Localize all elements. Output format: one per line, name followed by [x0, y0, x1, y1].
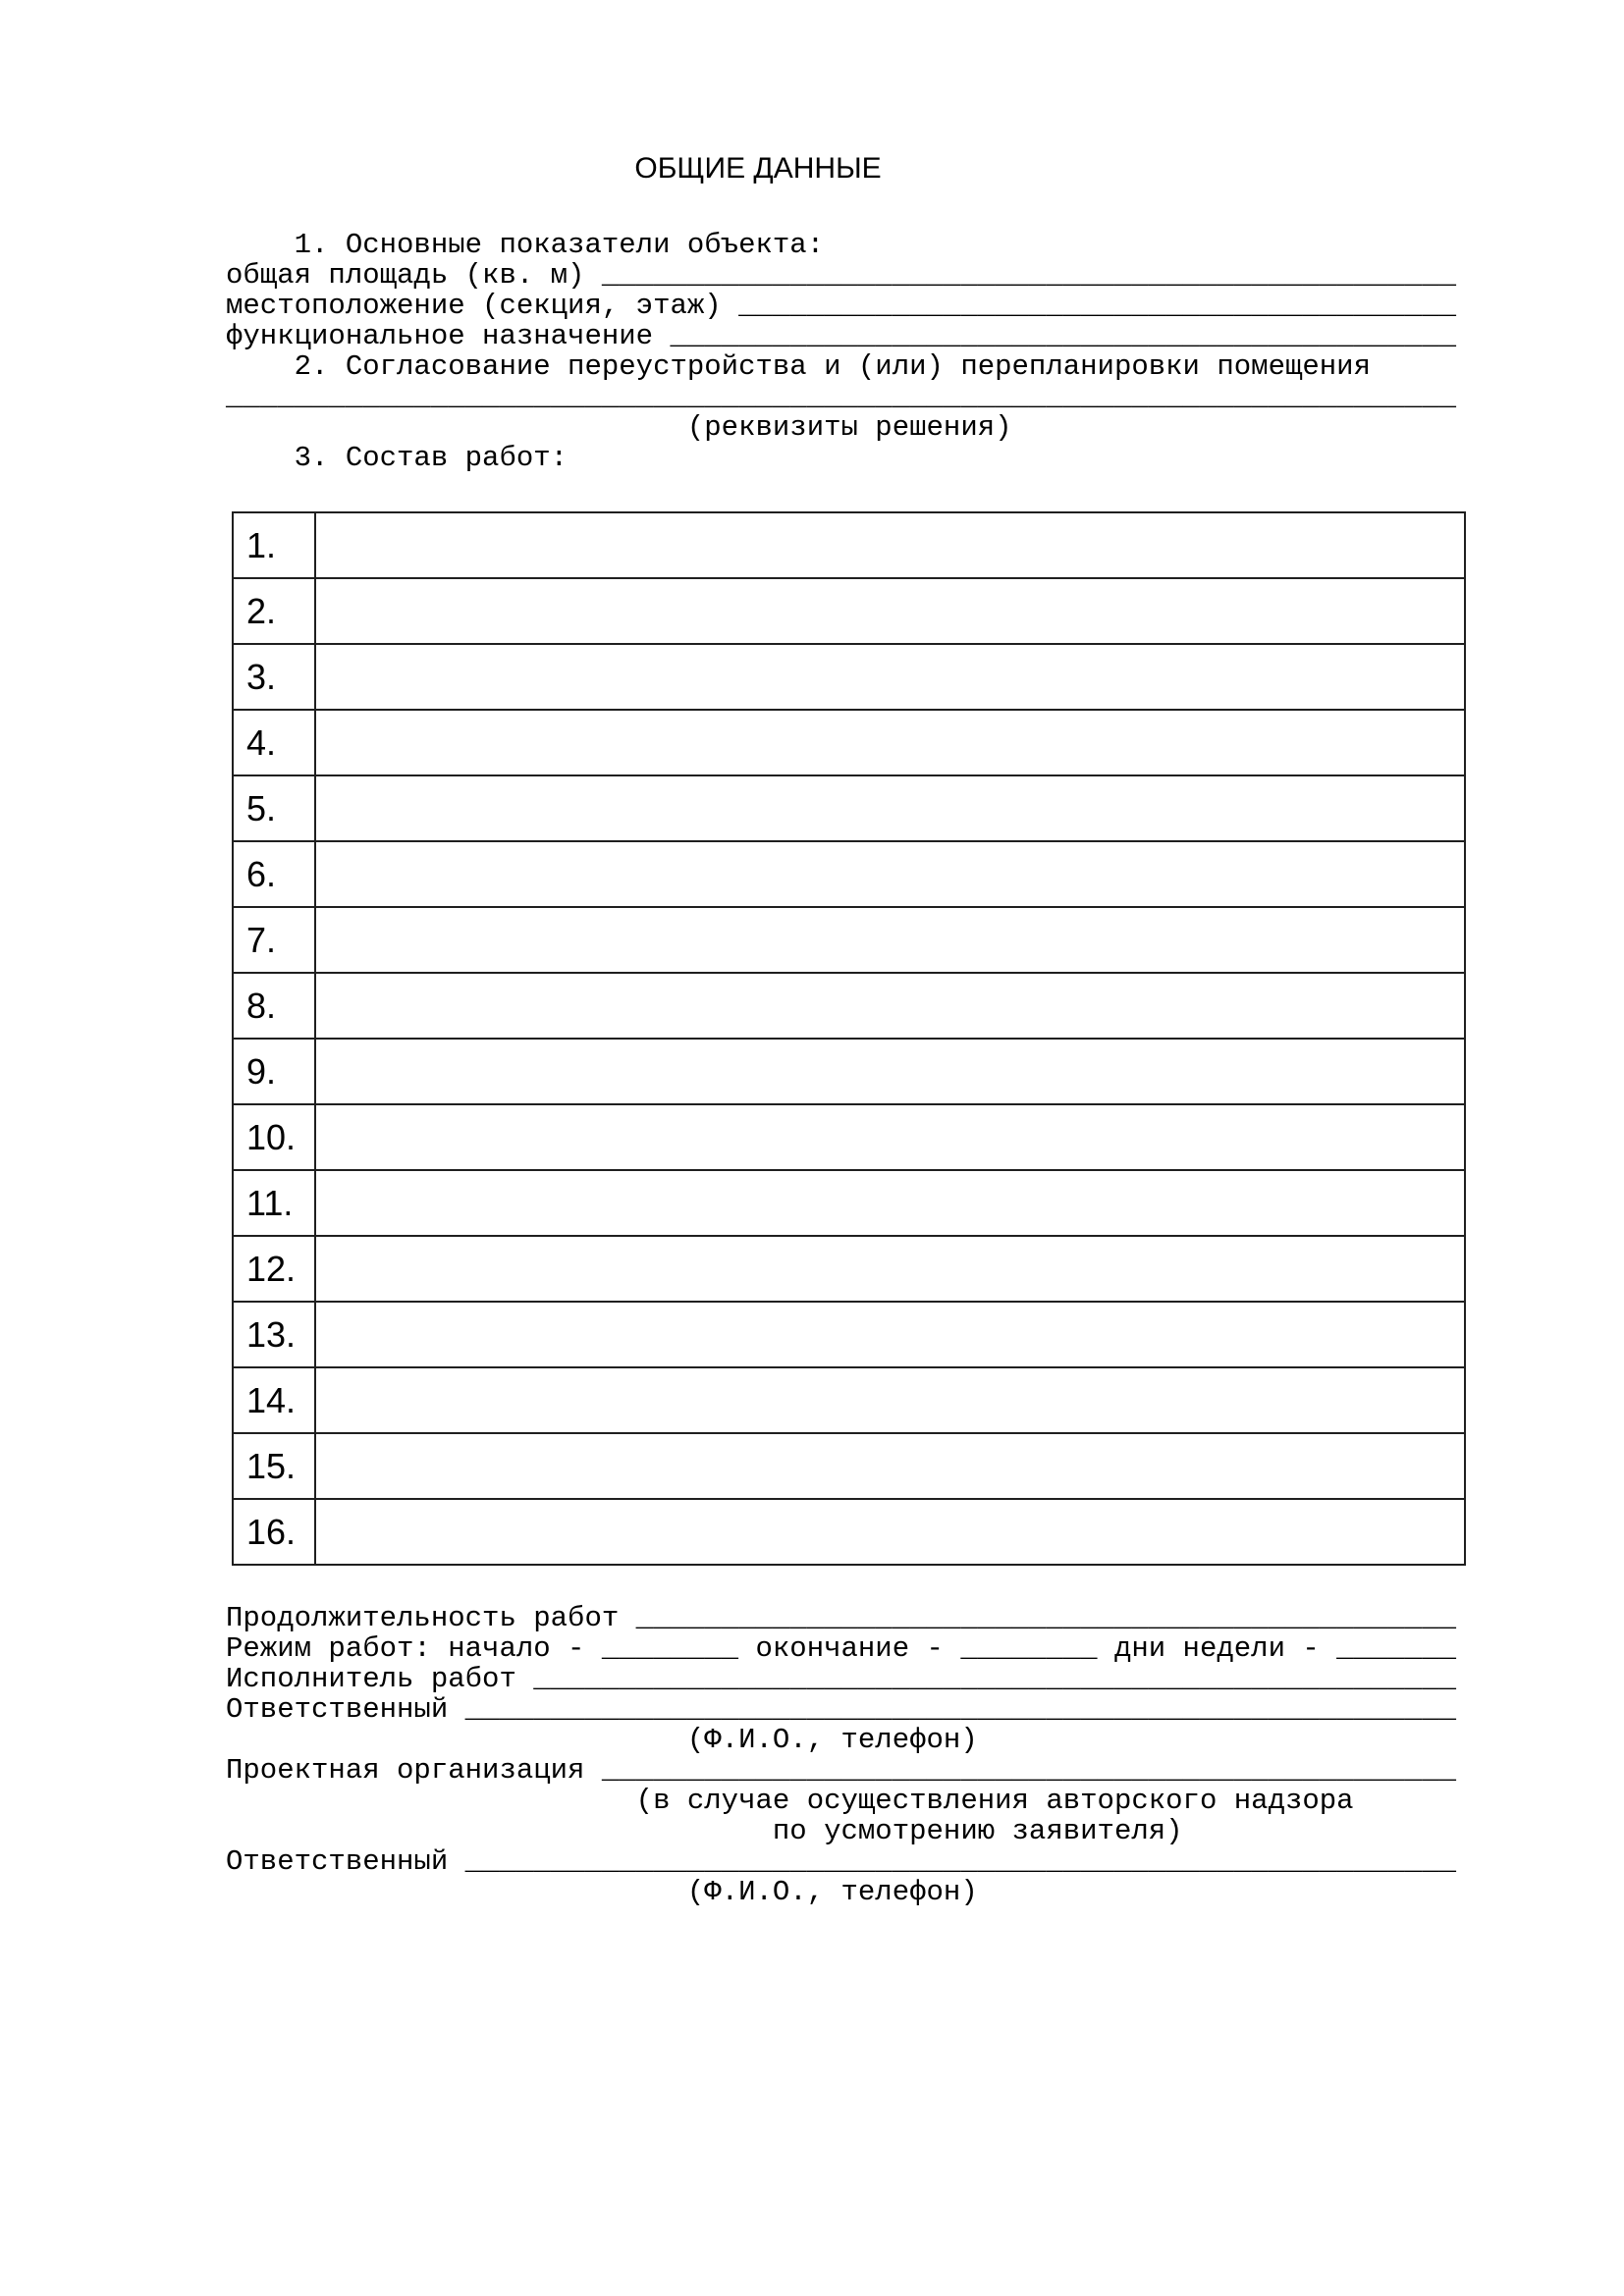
row-number-cell: 1.: [233, 512, 315, 578]
page-title: ОБЩИЕ ДАННЫЕ: [634, 152, 882, 185]
form-line: 1. Основные показатели объекта:: [226, 229, 825, 261]
form-line: Режим работ: начало - ________ окончание - ________ дни недели - _______: [226, 1632, 1457, 1665]
form-line: (реквизиты решения): [226, 411, 1012, 444]
form-line: функциональное назначение ______________________________________________: [226, 320, 1457, 352]
table-row: [233, 1302, 1465, 1367]
row-number-cell: 16.: [233, 1499, 315, 1565]
row-content-cell: [315, 512, 1465, 578]
table-row: [233, 644, 1465, 710]
row-number-cell: 10.: [233, 1104, 315, 1170]
form-line: (Ф.И.О., телефон): [226, 1724, 978, 1756]
row-content-cell: [315, 1039, 1465, 1104]
row-content-cell: [315, 1170, 1465, 1236]
row-content-cell: [315, 1433, 1465, 1499]
row-content-cell: [315, 841, 1465, 907]
form-line: по усмотрению заявителя): [226, 1815, 1183, 1847]
row-content-cell: [315, 1302, 1465, 1367]
table-row: [233, 841, 1465, 907]
row-content-cell: [315, 710, 1465, 775]
form-line: Проектная организация __________________________________________________: [226, 1754, 1457, 1787]
table-row: [233, 1170, 1465, 1236]
row-content-cell: [315, 973, 1465, 1039]
row-number-cell: 11.: [233, 1170, 315, 1236]
general-data-section: [226, 230, 1456, 473]
form-line: 3. Состав работ:: [226, 442, 568, 474]
form-line: (Ф.И.О., телефон): [226, 1876, 978, 1908]
table-row: [233, 907, 1465, 973]
row-number-cell: 2.: [233, 578, 315, 644]
table-row: [233, 512, 1465, 578]
row-number-cell: 13.: [233, 1302, 315, 1367]
table-row: [233, 1367, 1465, 1433]
row-content-cell: [315, 1367, 1465, 1433]
form-line: 2. Согласование переустройства и (или) перепланировки помещения: [226, 350, 1371, 383]
table-row: [233, 775, 1465, 841]
row-content-cell: [315, 907, 1465, 973]
table-row: [233, 1433, 1465, 1499]
row-number-cell: 14.: [233, 1367, 315, 1433]
table-row: [233, 710, 1465, 775]
form-line: Ответственный __________________________________________________________: [226, 1845, 1457, 1878]
schedule-and-contacts-section: [226, 1603, 1456, 1907]
row-content-cell: [315, 1499, 1465, 1565]
row-content-cell: [315, 578, 1465, 644]
form-line: местоположение (секция, этаж) __________________________________________: [226, 290, 1457, 322]
form-line: ________________________________________________________________________: [226, 381, 1457, 413]
form-line: Исполнитель работ ______________________________________________________: [226, 1663, 1457, 1695]
row-number-cell: 4.: [233, 710, 315, 775]
works-composition-table: [232, 511, 1466, 1566]
form-line: Продолжительность работ ________________________________________________: [226, 1602, 1457, 1634]
table-row: [233, 973, 1465, 1039]
row-number-cell: 15.: [233, 1433, 315, 1499]
row-content-cell: [315, 1104, 1465, 1170]
row-content-cell: [315, 644, 1465, 710]
table-row: [233, 1039, 1465, 1104]
table-row: [233, 1499, 1465, 1565]
row-number-cell: 7.: [233, 907, 315, 973]
row-number-cell: 5.: [233, 775, 315, 841]
row-content-cell: [315, 775, 1465, 841]
table-row: [233, 1236, 1465, 1302]
table-row: [233, 578, 1465, 644]
form-line: Ответственный __________________________________________________________: [226, 1693, 1457, 1726]
form-line: общая площадь (кв. м) __________________________________________________: [226, 259, 1457, 292]
row-number-cell: 6.: [233, 841, 315, 907]
table-row: [233, 1104, 1465, 1170]
row-content-cell: [315, 1236, 1465, 1302]
row-number-cell: 3.: [233, 644, 315, 710]
row-number-cell: 12.: [233, 1236, 315, 1302]
form-line: (в случае осуществления авторского надзора: [226, 1785, 1354, 1817]
row-number-cell: 8.: [233, 973, 315, 1039]
row-number-cell: 9.: [233, 1039, 315, 1104]
